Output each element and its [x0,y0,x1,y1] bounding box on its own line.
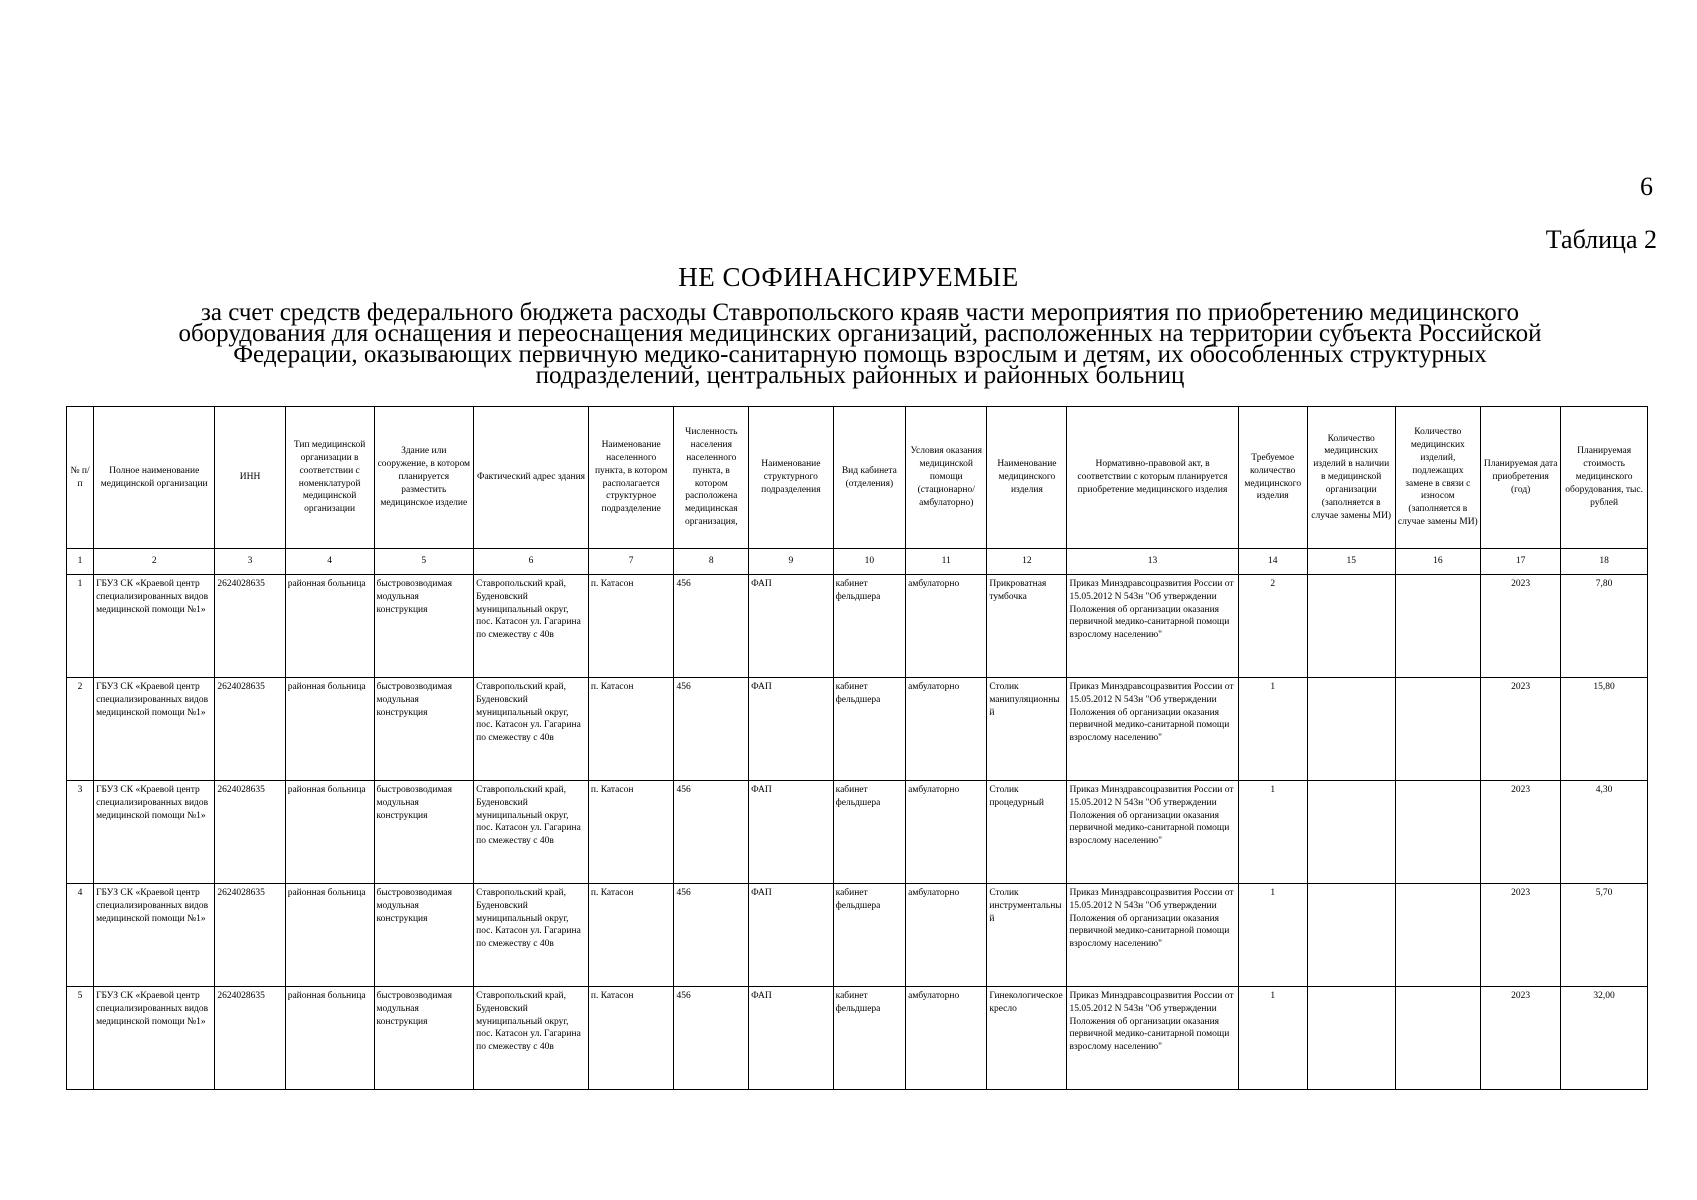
cell-population: 456 [674,987,749,1090]
cell-year: 2023 [1481,678,1561,781]
cell-year: 2023 [1481,987,1561,1090]
cell-inn: 2624028635 [215,781,285,884]
cell-act: Приказ Минздравсоцразвития России от 15.05.2012 N 543н "Об утверждении Положения об организации оказания первичной медико-санитарной помощи взрослому населению" [1067,781,1238,884]
cell-in-stock [1307,575,1395,678]
table-header-row [67,407,1648,549]
cell-org: ГБУЗ СК «Краевой центр специализированных видов медицинской помощи №1» [94,678,215,781]
column-number: 10 [833,549,906,575]
cell-population: 456 [674,781,749,884]
column-header: Условия оказания медицинской помощи (стационарно/амбулаторно) [906,407,987,549]
cell-qty: 1 [1238,678,1307,781]
column-header: Наименование структурного подразделения [749,407,833,549]
cell-inn: 2624028635 [215,884,285,987]
cell-cost: 5,70 [1561,884,1648,987]
cell-qty: 1 [1238,987,1307,1090]
column-header: Нормативно-правовой акт, в соответствии с которым планируется приобретение медицинского изделия [1067,407,1238,549]
table-body [67,575,1648,1090]
cell-in-stock [1307,987,1395,1090]
cell-n: 2 [67,678,94,781]
cell-act: Приказ Минздравсоцразвития России от 15.05.2012 N 543н "Об утверждении Положения об организации оказания первичной медико-санитарной помощи взрослому населению" [1067,884,1238,987]
table-row [67,781,1648,884]
column-number: 11 [906,549,987,575]
cell-device: Столик процедурный [987,781,1067,884]
cell-settlement: п. Катасон [588,781,674,884]
column-number: 3 [215,549,285,575]
cell-building: быстровозводимая модульная конструкция [374,987,474,1090]
cell-org: ГБУЗ СК «Краевой центр специализированных видов медицинской помощи №1» [94,884,215,987]
column-header: Здание или сооружение, в котором планируется разместить медицинское изделие [374,407,474,549]
cell-building: быстровозводимая модульная конструкция [374,575,474,678]
expenses-table [66,406,1648,1090]
column-number: 7 [588,549,674,575]
column-header: Наименование населенного пункта, в котором располагается структурное подразделение [588,407,674,549]
table-row [67,678,1648,781]
column-number: 18 [1561,549,1648,575]
cell-n: 4 [67,884,94,987]
cell-population: 456 [674,575,749,678]
cell-n: 3 [67,781,94,884]
cell-conditions: амбулаторно [906,575,987,678]
cell-replace [1395,781,1481,884]
column-number: 6 [474,549,589,575]
cell-type: районная больница [285,575,374,678]
cell-replace [1395,987,1481,1090]
cell-inn: 2624028635 [215,987,285,1090]
cell-population: 456 [674,884,749,987]
column-header: Тип медицинской организации в соответствии с номенклатурой медицинской организации [285,407,374,549]
column-header: Полное наименование медицинской организации [94,407,215,549]
column-number: 1 [67,549,94,575]
cell-year: 2023 [1481,781,1561,884]
column-number: 5 [374,549,474,575]
cell-settlement: п. Катасон [588,678,674,781]
column-header: ИНН [215,407,285,549]
column-header: № п/п [67,407,94,549]
cell-settlement: п. Катасон [588,575,674,678]
cell-cabinet: кабинет фельдшера [833,781,906,884]
column-header: Фактический адрес здания [474,407,589,549]
cell-n: 5 [67,987,94,1090]
column-header: Количество медицинских изделий, подлежащих замене в связи с износом (заполняется в случае замены МИ) [1395,407,1481,549]
cell-replace [1395,575,1481,678]
table-label: Таблица 2 [1545,225,1657,254]
cell-conditions: амбулаторно [906,987,987,1090]
table-row [67,575,1648,678]
cell-device: Прикроватная тумбочка [987,575,1067,678]
subtitle-line: оборудования для оснащения и переоснащения медицинских организаций, расположенных на территории субъекта Российской [178,320,1542,347]
column-header: Планируемая дата приобретения (год) [1481,407,1561,549]
cell-type: районная больница [285,987,374,1090]
cell-qty: 2 [1238,575,1307,678]
column-number: 14 [1238,549,1307,575]
cell-qty: 1 [1238,884,1307,987]
cell-address: Ставропольский край, Буденовский муниципальный округ, пос. Катасон ул. Гагарина по смежеству с 40в [474,781,589,884]
cell-building: быстровозводимая модульная конструкция [374,781,474,884]
cell-inn: 2624028635 [215,575,285,678]
subtitle-line: за счет средств федерального бюджета расходы Ставропольского краяв части мероприятия по приобретению медицинского [201,299,1519,326]
column-header: Вид кабинета (отделения) [833,407,906,549]
cell-cabinet: кабинет фельдшера [833,575,906,678]
cell-device: Столик инструментальный [987,884,1067,987]
page-number: 6 [1640,172,1653,201]
column-header: Наименование медицинского изделия [987,407,1067,549]
column-number: 2 [94,549,215,575]
column-number: 13 [1067,549,1238,575]
cell-device: Гинекологическое кресло [987,987,1067,1090]
subtitle-line: Федерации, оказывающих первичную медико-санитарную помощь взрослым и детям, их обособленных структурных [233,341,1487,368]
table-row [67,884,1648,987]
cell-inn: 2624028635 [215,678,285,781]
subtitle-line: подразделений, центральных районных и районных больниц [535,362,1185,389]
cell-building: быстровозводимая модульная конструкция [374,884,474,987]
column-number: 15 [1307,549,1395,575]
column-number: 16 [1395,549,1481,575]
cell-in-stock [1307,678,1395,781]
column-number: 17 [1481,549,1561,575]
cell-cost: 32,00 [1561,987,1648,1090]
cell-settlement: п. Катасон [588,884,674,987]
column-number-row [67,549,1648,575]
cell-address: Ставропольский край, Буденовский муниципальный округ, пос. Катасон ул. Гагарина по смежеству с 40в [474,575,589,678]
cell-org: ГБУЗ СК «Краевой центр специализированных видов медицинской помощи №1» [94,575,215,678]
cell-qty: 1 [1238,781,1307,884]
column-header: Количество медицинских изделий в наличии в медицинской организации (заполняется в случае замены МИ) [1307,407,1395,549]
cell-cabinet: кабинет фельдшера [833,678,906,781]
cell-replace [1395,884,1481,987]
cell-type: районная больница [285,781,374,884]
cell-act: Приказ Минздравсоцразвития России от 15.05.2012 N 543н "Об утверждении Положения об организации оказания первичной медико-санитарной помощи взрослому населению" [1067,678,1238,781]
cell-address: Ставропольский край, Буденовский муниципальный округ, пос. Катасон ул. Гагарина по смежеству с 40в [474,884,589,987]
column-header: Требуемое количество медицинского изделия [1238,407,1307,549]
column-header: Планируемая стоимость медицинского оборудования, тыс. рублей [1561,407,1648,549]
cell-device: Столик манипуляционный [987,678,1067,781]
cell-address: Ставропольский край, Буденовский муниципальный округ, пос. Катасон ул. Гагарина по смежеству с 40в [474,987,589,1090]
column-number: 4 [285,549,374,575]
cell-type: районная больница [285,884,374,987]
cell-cost: 15,80 [1561,678,1648,781]
cell-year: 2023 [1481,884,1561,987]
cell-cost: 7,80 [1561,575,1648,678]
document-title: НЕ СОФИНАНСИРУЕМЫЕ [678,262,1019,292]
column-header: Численность населения населенного пункта, в котором расположена медицинская организация, [674,407,749,549]
cell-act: Приказ Минздравсоцразвития России от 15.05.2012 N 543н "Об утверждении Положения об организации оказания первичной медико-санитарной помощи взрослому населению" [1067,575,1238,678]
cell-unit: ФАП [749,987,833,1090]
cell-unit: ФАП [749,884,833,987]
cell-cabinet: кабинет фельдшера [833,987,906,1090]
cell-cost: 4,30 [1561,781,1648,884]
cell-unit: ФАП [749,678,833,781]
cell-type: районная больница [285,678,374,781]
cell-in-stock [1307,781,1395,884]
cell-cabinet: кабинет фельдшера [833,884,906,987]
cell-conditions: амбулаторно [906,884,987,987]
cell-conditions: амбулаторно [906,781,987,884]
column-number: 8 [674,549,749,575]
column-number: 9 [749,549,833,575]
cell-n: 1 [67,575,94,678]
column-number: 12 [987,549,1067,575]
cell-population: 456 [674,678,749,781]
cell-year: 2023 [1481,575,1561,678]
cell-address: Ставропольский край, Буденовский муниципальный округ, пос. Катасон ул. Гагарина по смежеству с 40в [474,678,589,781]
cell-conditions: амбулаторно [906,678,987,781]
cell-replace [1395,678,1481,781]
cell-unit: ФАП [749,575,833,678]
cell-org: ГБУЗ СК «Краевой центр специализированных видов медицинской помощи №1» [94,781,215,884]
document-subtitle [70,299,1650,389]
cell-org: ГБУЗ СК «Краевой центр специализированных видов медицинской помощи №1» [94,987,215,1090]
cell-in-stock [1307,884,1395,987]
cell-settlement: п. Катасон [588,987,674,1090]
cell-unit: ФАП [749,781,833,884]
cell-building: быстровозводимая модульная конструкция [374,678,474,781]
cell-act: Приказ Минздравсоцразвития России от 15.05.2012 N 543н "Об утверждении Положения об организации оказания первичной медико-санитарной помощи взрослому населению" [1067,987,1238,1090]
table-row [67,987,1648,1090]
